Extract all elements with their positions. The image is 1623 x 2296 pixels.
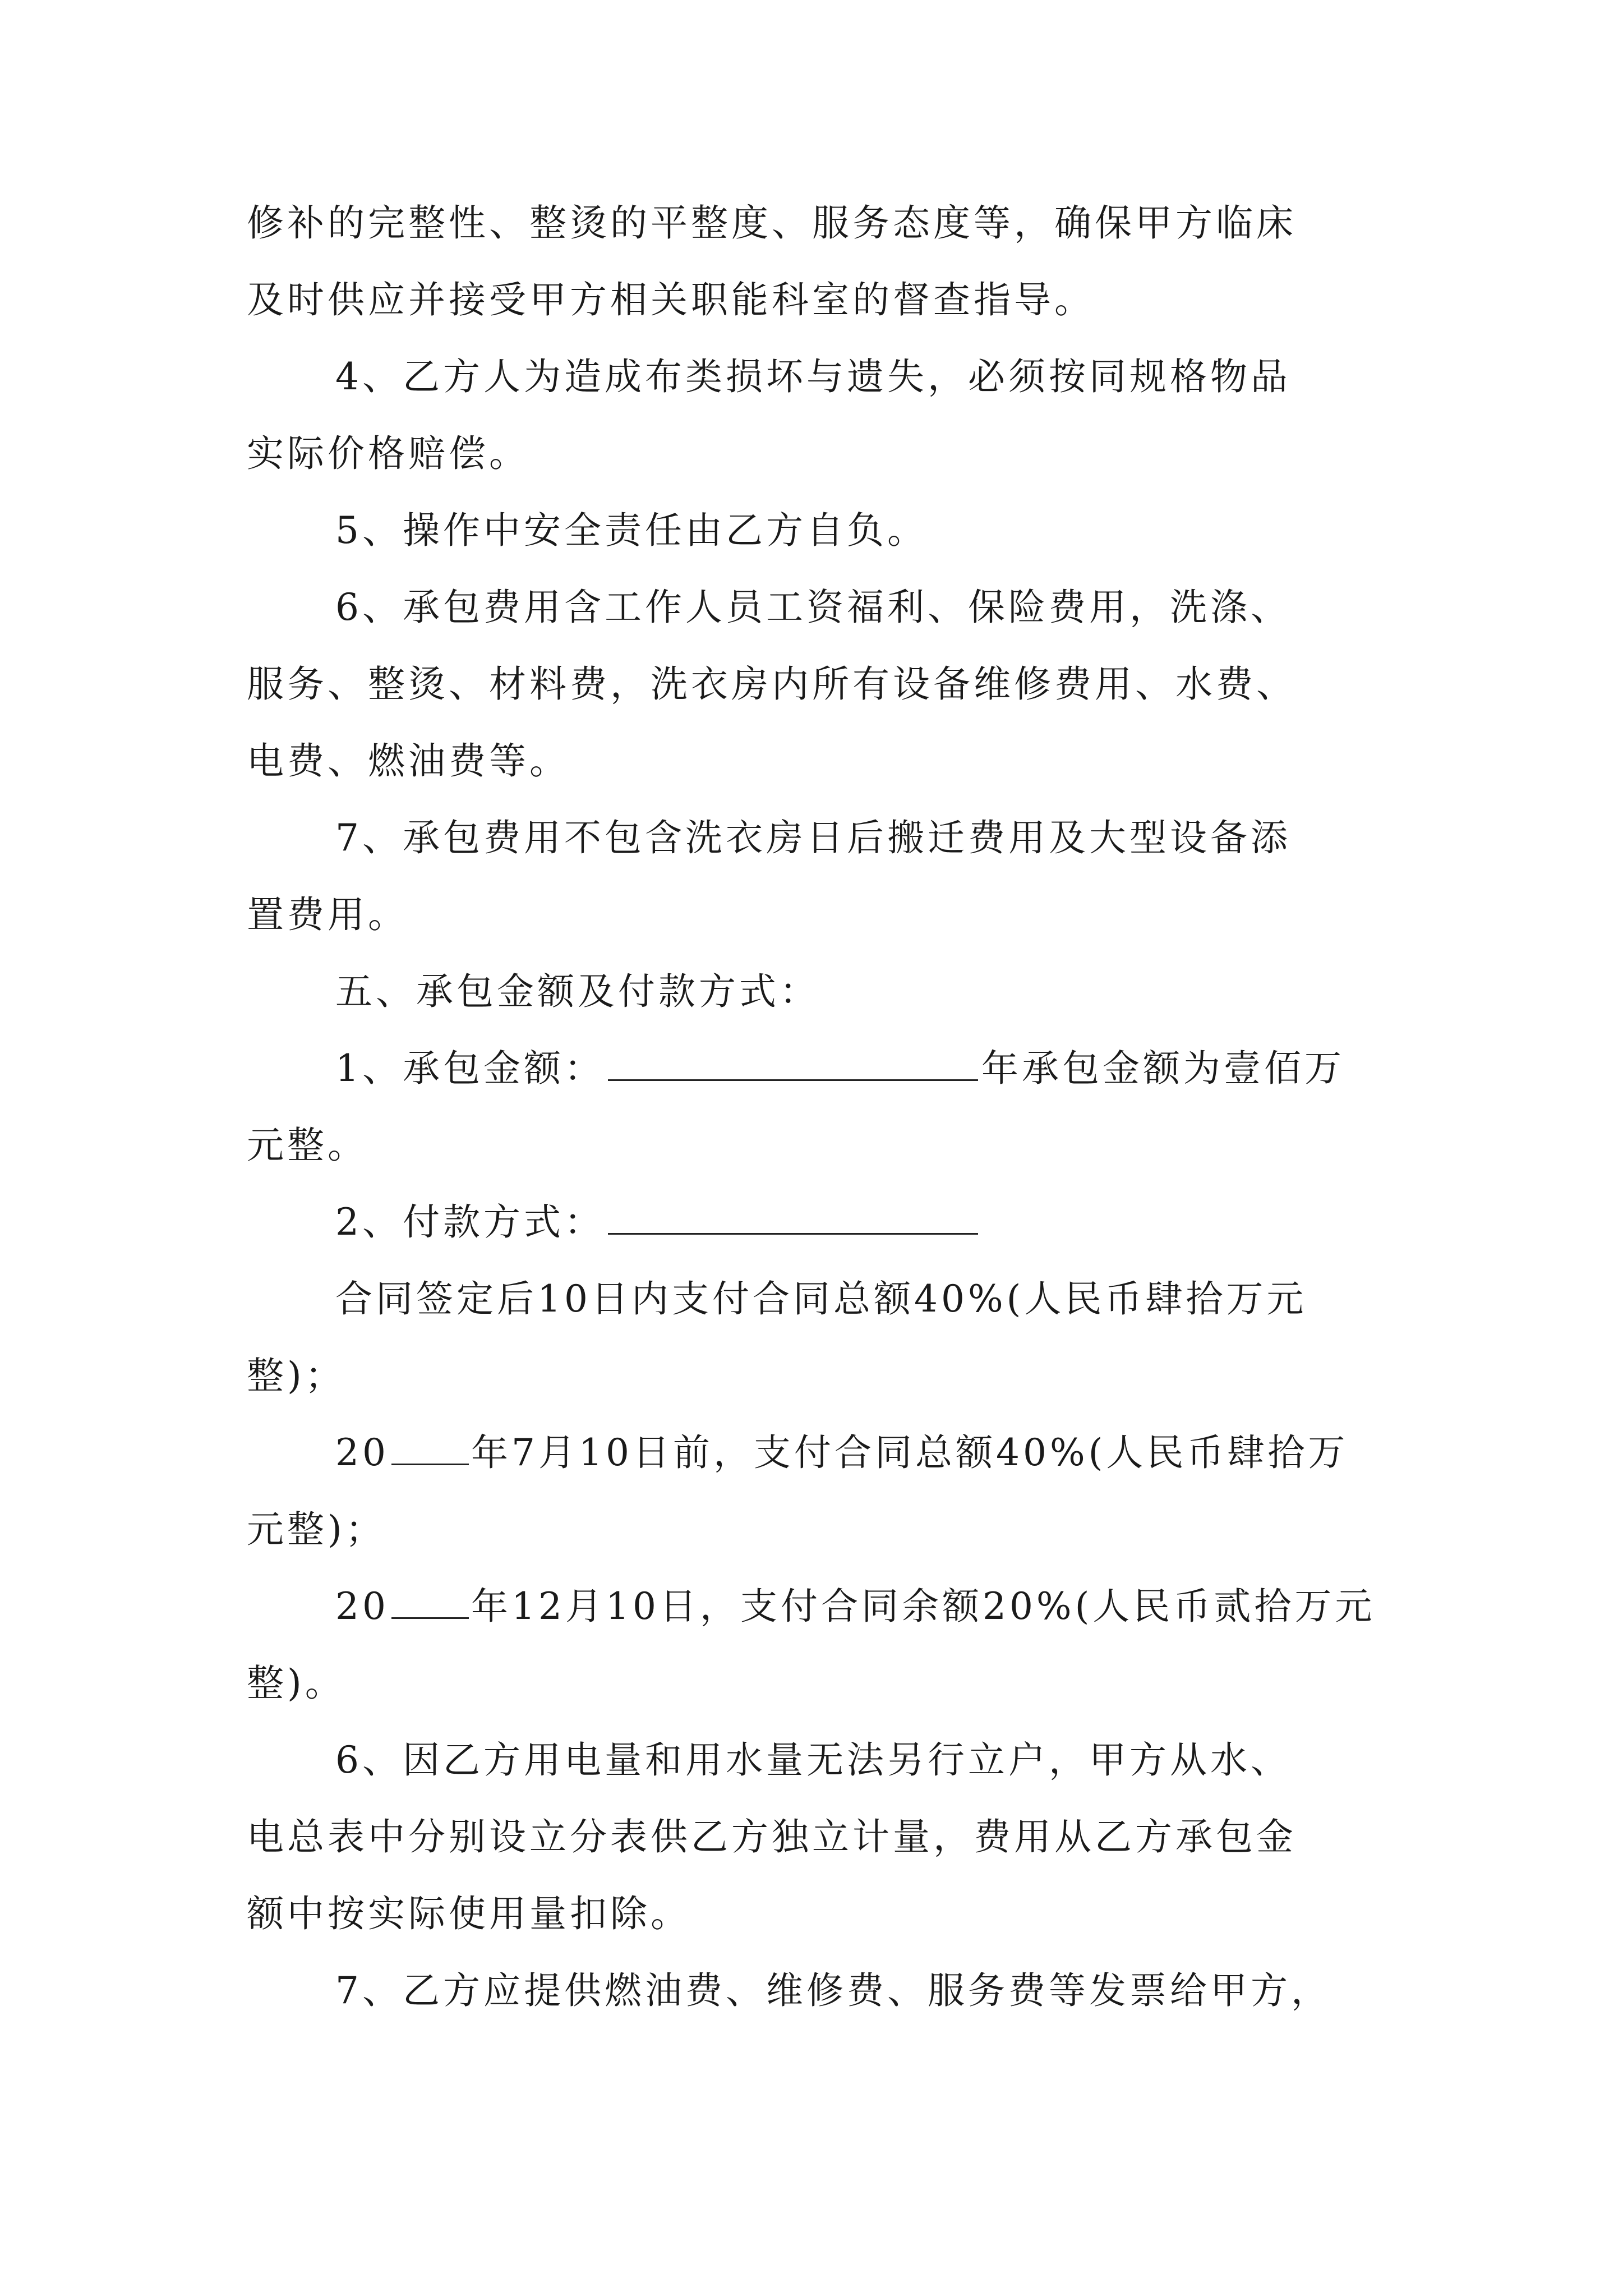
text-line: 实际价格赔偿。 [247,432,529,475]
text-fragment: 20 [335,1431,389,1474]
text-line: 元整。 [247,1124,368,1167]
section-heading: 五、承包金额及付款方式： [335,970,820,1013]
text-line: 电费、燃油费等。 [247,739,570,783]
text-line: 合同签定后10日内支付合同总额40%(人民币肆拾万元 [335,1277,1307,1320]
text-line: 元整)； [247,1508,386,1551]
text-line: 整)； [247,1354,345,1397]
text-line: 整)。 [247,1662,345,1705]
text-line: 4、乙方人为造成布类损坏与遗失，必须按同规格物品 [335,355,1291,398]
text-line: 修补的完整性、整烫的平整度、服务态度等，确保甲方临床 [247,201,1297,245]
text-line: 额中按实际使用量扣除。 [247,1892,691,1935]
text-line: 5、操作中安全责任由乙方自负。 [335,509,928,552]
text-line: 6、承包费用含工作人员工资福利、保险费用，洗涤、 [335,586,1291,629]
text-line: 7、乙方应提供燃油费、维修费、服务费等发票给甲方， [335,1969,1331,2012]
fill-in-blank [391,1584,469,1619]
text-fragment: 年7月10日前，支付合同总额40%(人民币肆拾万 [471,1431,1349,1474]
text-fragment: 1、承包金额： [335,1047,605,1090]
fill-in-blank [608,1046,978,1081]
text-line [335,1576,1375,1637]
text-line: 及时供应并接受甲方相关职能科室的督查指导。 [247,278,1095,321]
text-fragment: 年承包金额为壹佰万 [981,1047,1345,1090]
fill-in-blank [608,1199,978,1235]
text-line: 服务、整烫、材料费，洗衣房内所有设备维修费用、水费、 [247,662,1297,706]
text-fragment: 年12月10日，支付合同余额20%(人民币贰拾万元 [471,1585,1376,1628]
text-line: 7、承包费用不包含洗衣房日后搬迁费用及大型设备添 [335,816,1291,859]
fill-in-blank [391,1430,469,1465]
text-fragment: 20 [335,1585,389,1628]
text-line: 置费用。 [247,893,408,936]
text-fragment: 2、付款方式： [335,1200,605,1244]
text-line [335,1191,981,1253]
text-line: 6、因乙方用电量和用水量无法另行立户，甲方从水、 [335,1738,1291,1782]
text-line [335,1422,1348,1484]
text-line [335,1038,1345,1099]
text-line: 电总表中分别设立分表供乙方独立计量，费用从乙方承包金 [247,1815,1297,1858]
